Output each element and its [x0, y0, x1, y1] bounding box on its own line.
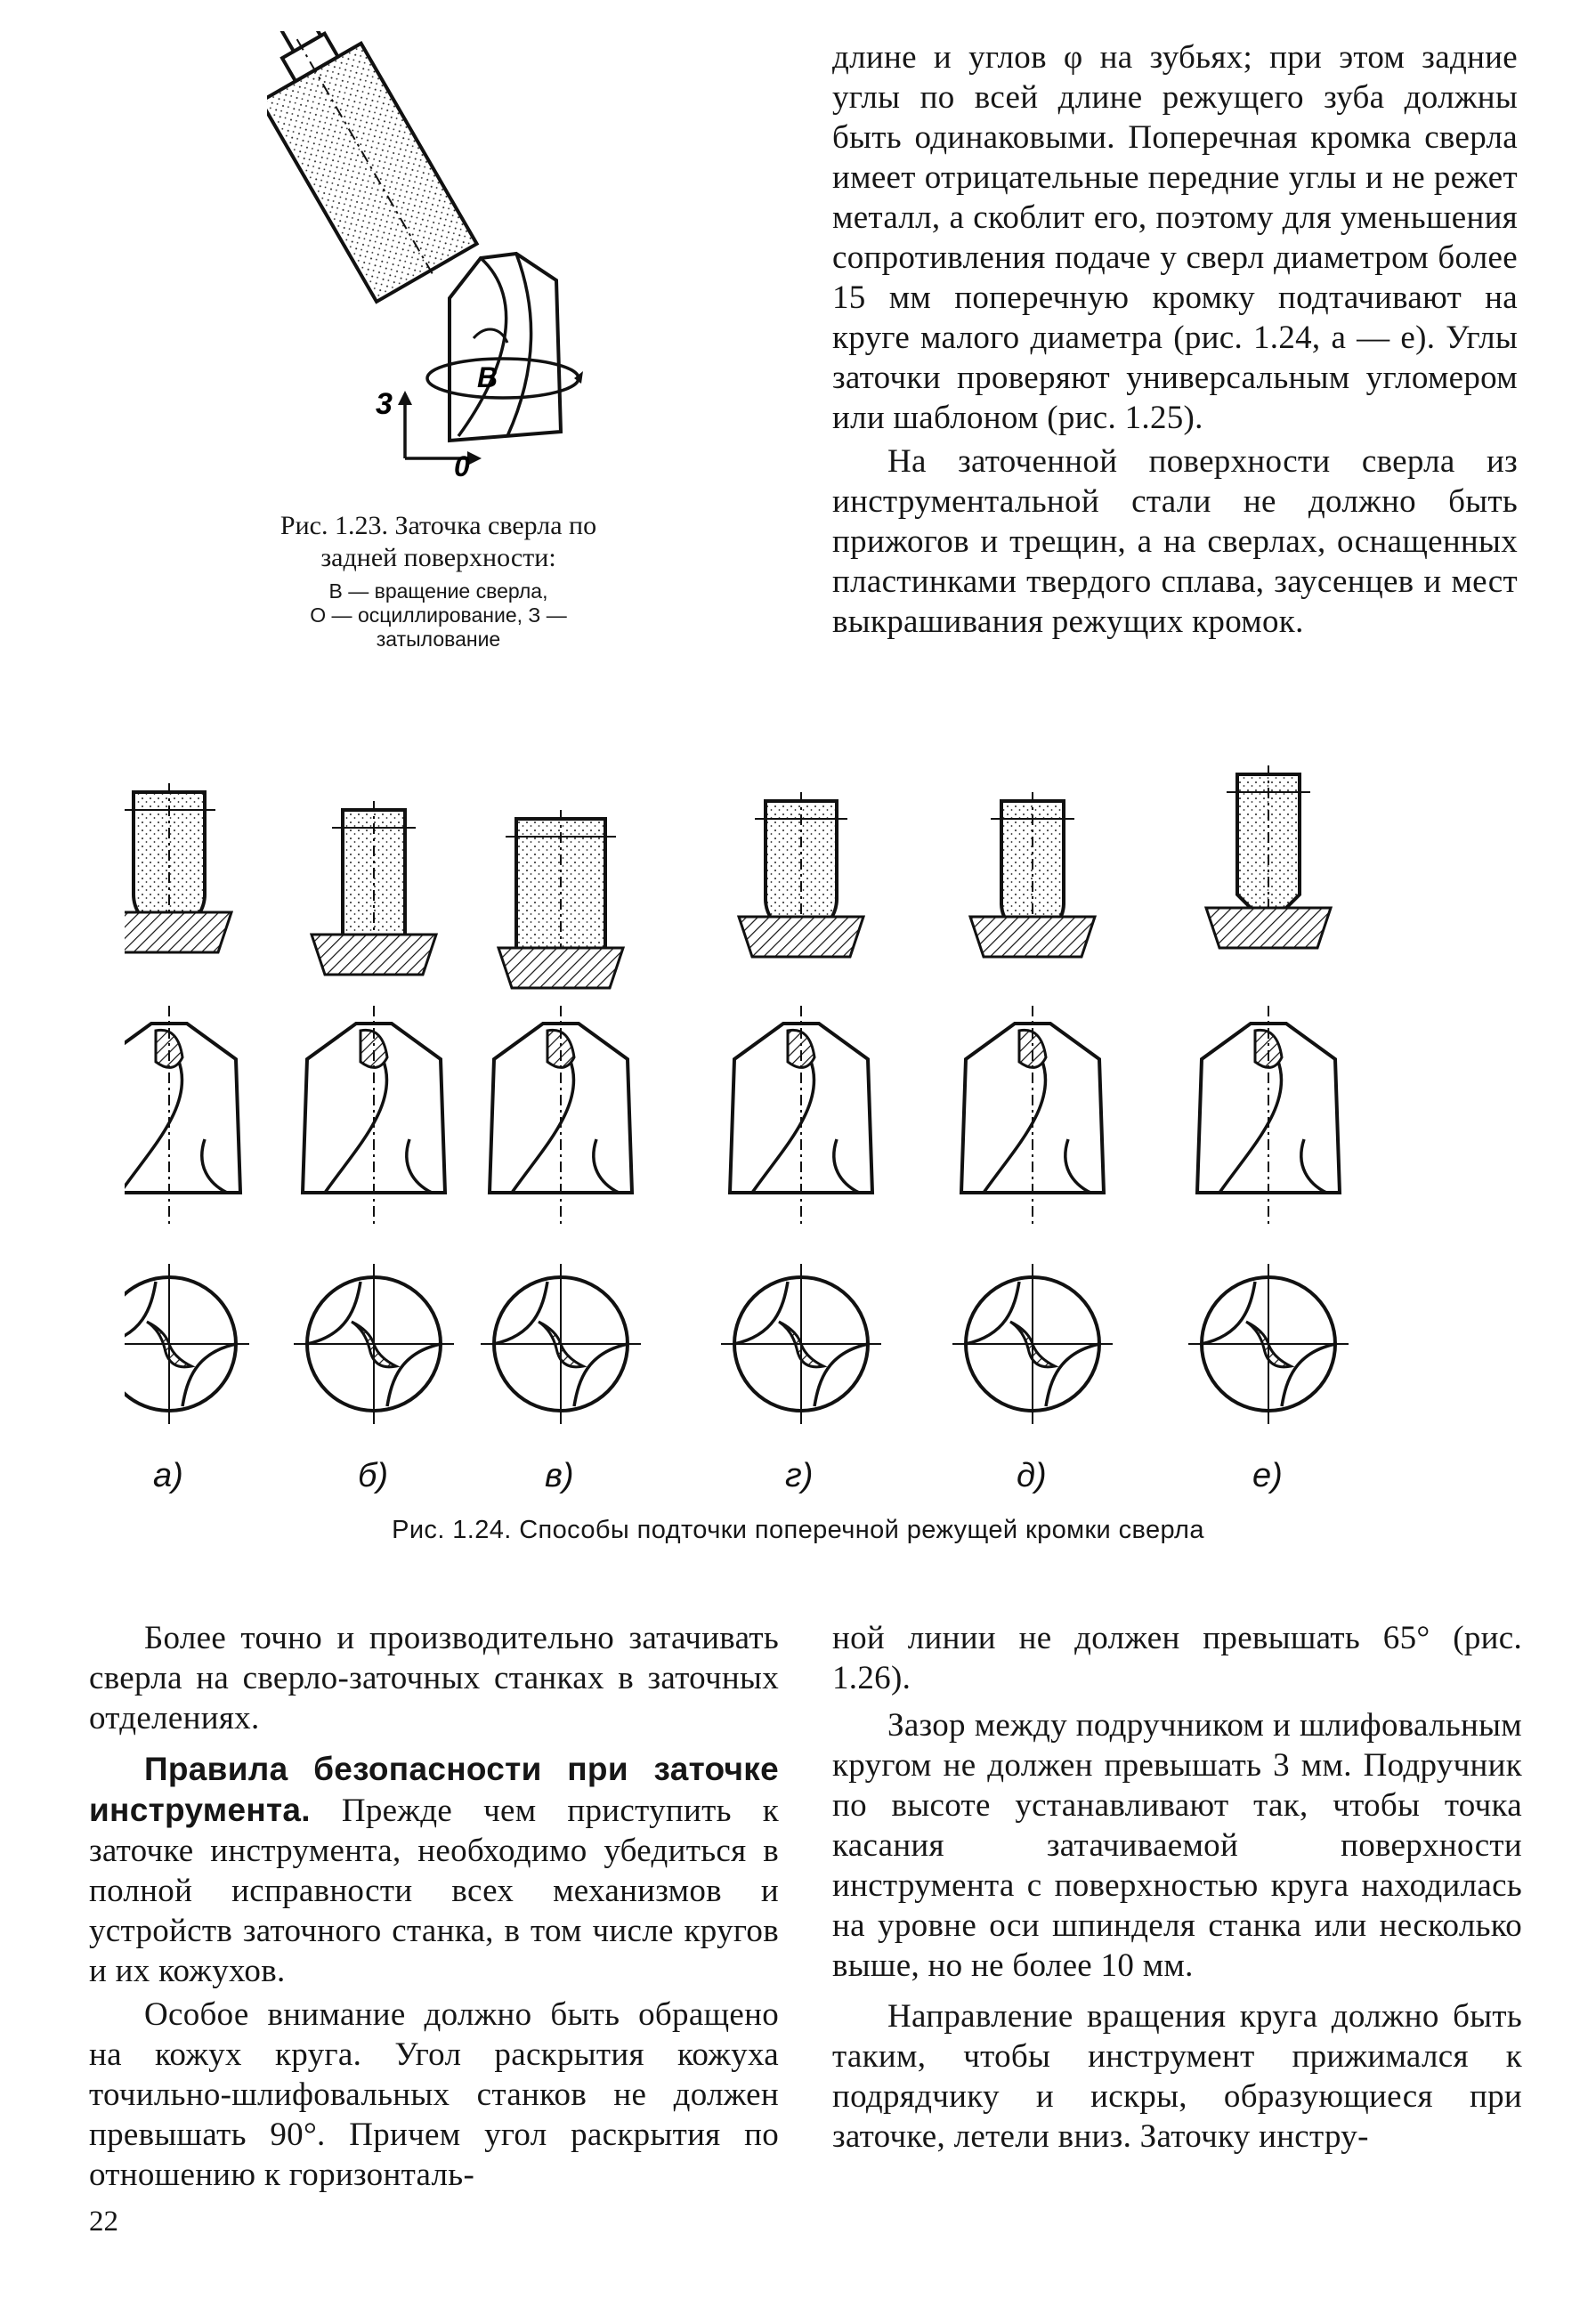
- drill-section: [498, 948, 623, 988]
- drill-section: [125, 912, 231, 952]
- paragraph-rotation-direction: Направление вращения круга должно быть таким, чтобы инструмент прижимался к подрядчику и искры, образующиеся при заточке, летели вниз. Заточку инстру-: [832, 1998, 1522, 2155]
- text-column-bottom-left: [89, 1618, 779, 2195]
- safety-rules-text: Прежде чем приступить к заточке инструмента, необходимо убедиться в полной исправности всех механизмов и устройств заточного станка, в том числе кругов и их кожухов.: [89, 1793, 779, 1989]
- paragraph-safety-rules: [89, 1749, 779, 1991]
- paragraph-wheel-guard: Особое внимание должно быть обращено на кожух круга. Угол раскрытия кожуха точильно-шлифовальных станков не должен превышать 90°. Причем угол раскрытия по отношению к горизонталь-: [89, 1996, 779, 2193]
- variant-letter: г): [785, 1457, 814, 1494]
- paragraph-horizontal-line: ной линии не должен превышать 65° (рис. 1.26).: [832, 1620, 1522, 1696]
- variant-2: [294, 801, 454, 1494]
- figure-1-24-drawing: [125, 757, 1495, 1504]
- safety-rules-heading: Правила безопасности при заточке инструмента.: [89, 1751, 779, 1828]
- text-column-bottom-right: [832, 1618, 1522, 2157]
- variant-1: [125, 783, 249, 1494]
- page-number: 22: [89, 2206, 118, 2238]
- drill-section: [1206, 908, 1331, 948]
- text-column-top-right: [832, 37, 1518, 642]
- variant-4: [721, 792, 881, 1494]
- drill-section: [739, 917, 863, 957]
- figure-1-23-drawing: [267, 31, 614, 494]
- variant-letter: а): [153, 1457, 183, 1494]
- figure-1-23-legend-3: затылование: [376, 627, 501, 651]
- paragraph-precision-sharpening: Более точно и производительно затачивать сверла на сверло-заточных станках в заточных отделениях.: [89, 1620, 779, 1736]
- figure-1-23-caption: [267, 510, 610, 652]
- variant-letter: д): [1017, 1457, 1047, 1494]
- paragraph-gap-rest: Зазор между подручником и шлифовальным кругом не должен превышать 3 мм. Подручник по высоте устанавливают так, чтобы точка касания затачиваемой поверхности инструмента с поверхностью круга находилась на уровне оси шпинделя станка или несколько выше, но не более 10 мм.: [832, 1707, 1522, 1984]
- label-b: B: [477, 361, 498, 393]
- label-o: 0: [454, 450, 470, 482]
- figure-1-23: [267, 31, 614, 494]
- paragraph-drill-edge: длине и углов φ на зубьях; при этом задние углы по всей длине режущего зуба должны быть одинаковыми. Поперечная кромка сверла имеет отрицательные передние углы и не режет металл, а скоблит его, поэтому для уменьшения сопротивления подаче у сверл диаметром более 15 мм поперечную кромку подтачивают на круге малого диаметра (рис. 1.24, а — е). Углы заточки проверяют универсальным угломером или шаблоном (рис. 1.25).: [832, 39, 1518, 436]
- label-3: 3: [376, 387, 393, 421]
- variant-5: [952, 792, 1113, 1494]
- drill-section: [970, 917, 1095, 957]
- variant-letter: е): [1252, 1457, 1283, 1494]
- variant-6: [1188, 765, 1349, 1494]
- paragraph-sharpened-surface: На заточенной поверхности сверла из инструментальной стали не должно быть прижогов и трещин, а на сверлах, оснащенных пластинками твердого сплава, заусенцев и мест выкрашивания режущих кромок.: [832, 443, 1518, 640]
- variant-3: [481, 810, 641, 1494]
- variant-letter: б): [358, 1457, 389, 1494]
- drill-section: [312, 935, 436, 975]
- figure-1-23-legend-2: О — осциллирование, З —: [310, 603, 567, 627]
- figure-1-24-caption: Рис. 1.24. Способы подточки поперечной режущей кромки сверла: [392, 1516, 1204, 1544]
- figure-1-23-title: Рис. 1.23. Заточка сверла по задней поверхности:: [280, 511, 597, 572]
- drill-body: [125, 1024, 240, 1193]
- figure-1-24: [125, 757, 1495, 1504]
- figure-1-23-legend-1: В — вращение сверла,: [328, 579, 548, 603]
- variant-letter: в): [545, 1457, 574, 1494]
